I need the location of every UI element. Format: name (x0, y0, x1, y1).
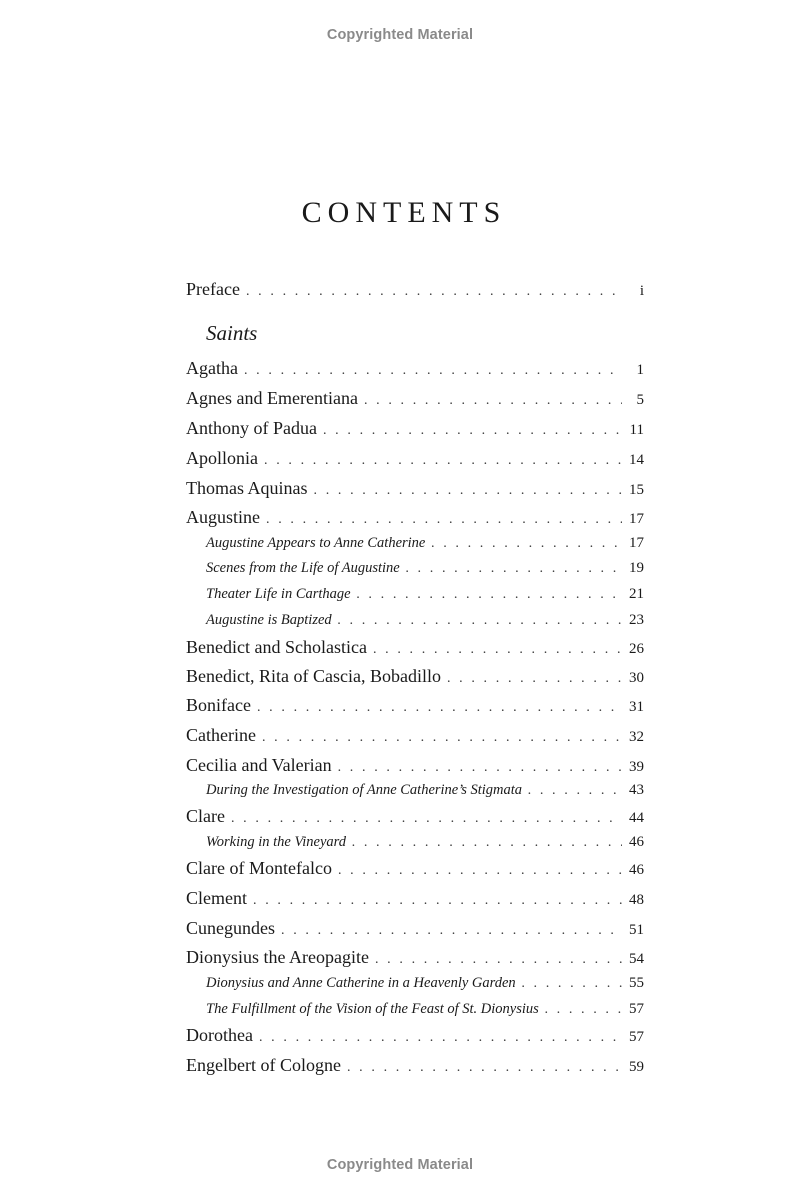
toc-entry-title: Preface (186, 279, 240, 299)
toc-entry-page: 46 (629, 834, 644, 850)
toc-entry-title: Augustine is Baptized (206, 612, 332, 628)
toc-entry-page: i (639, 283, 644, 299)
toc-entry-page: 43 (629, 782, 644, 798)
toc-subentry[interactable] (206, 557, 644, 580)
leader-dots (257, 697, 622, 719)
leader-dots (522, 973, 622, 995)
toc-entry-page: 17 (629, 535, 644, 551)
leader-dots (246, 281, 622, 303)
toc-entry-title: Scenes from the Life of Augustine (206, 560, 400, 576)
toc-entry-title: During the Investigation of Anne Catherine’s Stigmata (206, 782, 523, 798)
toc-entry-title: Agatha (186, 358, 238, 378)
toc-entry[interactable] (186, 506, 644, 531)
toc-entry[interactable] (186, 857, 644, 882)
section-heading: Saints (206, 321, 258, 345)
toc-entry[interactable] (186, 417, 644, 442)
toc-entry[interactable] (186, 917, 644, 942)
leader-dots (375, 949, 622, 971)
toc-entry-title: Dionysius the Areopagite (186, 947, 369, 967)
leader-dots (338, 610, 622, 632)
leader-dots (364, 390, 622, 412)
toc-entry-page: 32 (629, 729, 644, 745)
toc-entry-page: 54 (629, 951, 644, 967)
toc-entry[interactable] (186, 1054, 644, 1079)
toc-entry-page: 5 (636, 392, 644, 408)
toc-entry[interactable] (186, 447, 644, 472)
toc-entry-page: 26 (629, 641, 644, 657)
toc-entry-page: 57 (629, 1029, 644, 1045)
toc-subentry[interactable] (206, 998, 644, 1021)
toc-subentry[interactable] (206, 609, 644, 632)
leader-dots (338, 757, 622, 779)
page-title: CONTENTS (301, 196, 507, 229)
toc-entry-title: Cunegundes (186, 918, 275, 938)
toc-entry-title: Benedict, Rita of Cascia, Bobadillo (186, 666, 441, 686)
toc-entry[interactable] (186, 387, 644, 412)
leader-dots (528, 780, 622, 802)
toc-entry[interactable] (186, 754, 644, 779)
toc-entry-title: Apollonia (186, 448, 258, 468)
watermark-top: Copyrighted Material (326, 27, 474, 43)
leader-dots (373, 639, 622, 661)
toc-entry[interactable] (186, 1024, 644, 1049)
toc-entry-page: 11 (629, 422, 644, 438)
toc-entry[interactable] (186, 946, 644, 971)
leader-dots (357, 584, 622, 606)
toc-subentry[interactable] (206, 532, 644, 555)
toc-entry-title: Clare (186, 806, 225, 826)
toc-entry-page: 31 (629, 699, 644, 715)
leader-dots (323, 420, 622, 442)
toc-subentry[interactable] (206, 831, 644, 854)
toc-entry-title: Thomas Aquinas (186, 478, 308, 498)
toc-entry-page: 19 (629, 560, 644, 576)
leader-dots (447, 668, 622, 690)
toc-entry-title: Catherine (186, 725, 256, 745)
toc-entry-title: Clement (186, 888, 247, 908)
toc-entry-title: Cecilia and Valerian (186, 755, 332, 775)
toc-entry-page: 23 (629, 612, 644, 628)
leader-dots (266, 509, 622, 531)
toc-entry-page: 15 (629, 482, 644, 498)
toc-entry-page: 55 (629, 975, 644, 991)
leader-dots (545, 999, 622, 1021)
toc-entry-page: 1 (636, 362, 644, 378)
toc-subentry[interactable] (206, 779, 644, 802)
toc-entry-title: Engelbert of Cologne (186, 1055, 341, 1075)
toc-entry[interactable] (186, 636, 644, 661)
toc-entry-page: 17 (629, 511, 644, 527)
toc-entry[interactable] (186, 805, 644, 830)
toc-subentry[interactable] (206, 583, 644, 606)
toc-entry-title: Augustine Appears to Anne Catherine (206, 535, 426, 551)
toc-entry-page: 44 (629, 810, 644, 826)
leader-dots (347, 1057, 622, 1079)
leader-dots (259, 1027, 622, 1049)
toc-entry-page: 51 (629, 922, 644, 938)
toc-entry[interactable] (186, 665, 644, 690)
toc-entry-title: Augustine (186, 507, 260, 527)
leader-dots (244, 360, 622, 382)
toc-entry[interactable] (186, 477, 644, 502)
toc-entry-page: 39 (629, 759, 644, 775)
toc-entry-title: Dorothea (186, 1025, 253, 1045)
toc-entry-title: Anthony of Padua (186, 418, 317, 438)
leader-dots (314, 480, 623, 502)
toc-entry-page: 59 (629, 1059, 644, 1075)
leader-dots (262, 727, 622, 749)
toc-entry[interactable] (186, 357, 644, 382)
toc-entry-preface[interactable] (186, 278, 644, 303)
toc-entry[interactable] (186, 694, 644, 719)
toc-entry-title: Dionysius and Anne Catherine in a Heavenly Garden (206, 975, 516, 991)
toc-entry-page: 46 (629, 862, 644, 878)
leader-dots (264, 450, 622, 472)
toc-entry-page: 30 (629, 670, 644, 686)
toc-entry-page: 57 (629, 1001, 644, 1017)
leader-dots (431, 533, 622, 555)
toc-entry[interactable] (186, 887, 644, 912)
leader-dots (281, 920, 622, 942)
toc-entry-title: Theater Life in Carthage (206, 586, 351, 602)
leader-dots (231, 808, 622, 830)
leader-dots (253, 890, 622, 912)
toc-entry-page: 14 (629, 452, 644, 468)
toc-entry-page: 48 (629, 892, 644, 908)
toc-subentry[interactable] (206, 972, 644, 995)
toc-entry-title: Boniface (186, 695, 251, 715)
toc-entry-title: The Fulfillment of the Vision of the Feast of St. Dionysius (206, 1001, 539, 1017)
leader-dots (406, 558, 622, 580)
toc-entry-page: 21 (629, 586, 644, 602)
leader-dots (338, 860, 622, 882)
leader-dots (352, 832, 622, 854)
toc-entry-title: Benedict and Scholastica (186, 637, 367, 657)
toc-entry-title: Agnes and Emerentiana (186, 388, 358, 408)
toc-entry-title: Clare of Montefalco (186, 858, 332, 878)
watermark-bottom: Copyrighted Material (326, 1157, 474, 1173)
toc-entry-title: Working in the Vineyard (206, 834, 347, 850)
toc-entry[interactable] (186, 724, 644, 749)
